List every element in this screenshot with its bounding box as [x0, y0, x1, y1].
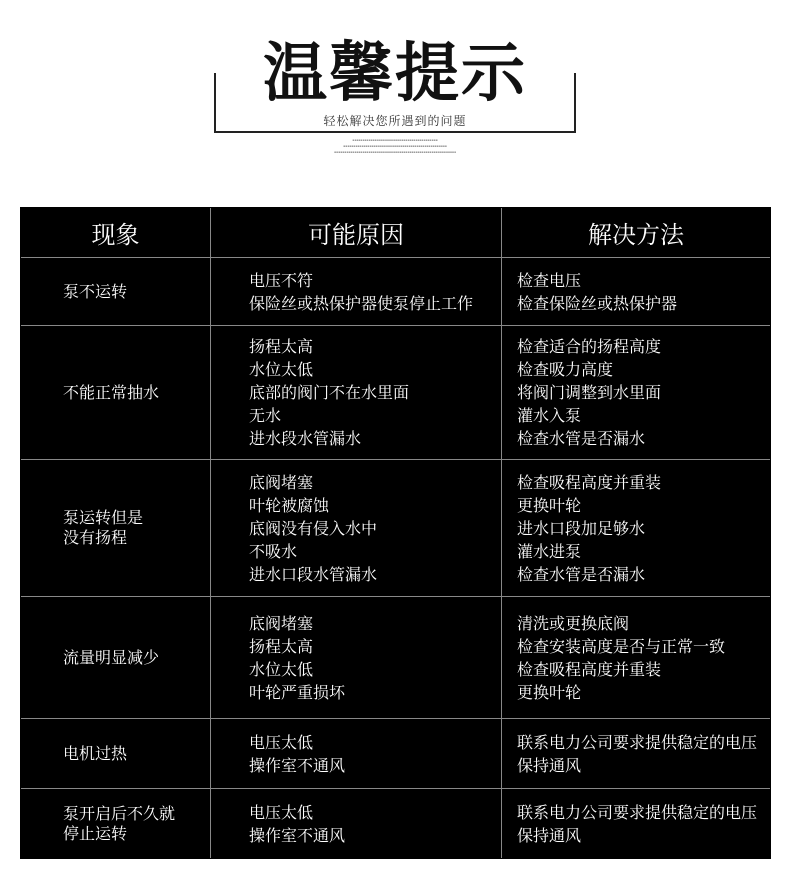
- column-header-symptom: 现象: [21, 208, 211, 257]
- solution-cell: [502, 460, 770, 596]
- cause-line: 电压太低: [249, 802, 314, 822]
- solution-line: 检查吸程高度并重装: [517, 472, 662, 492]
- cause-line: 操作室不通风: [249, 755, 346, 775]
- solution-cell: [502, 326, 770, 459]
- cause-line: 无水: [249, 406, 282, 425]
- cause-line: 底阀堵塞: [249, 472, 314, 492]
- symptom-cell: 泵运转但是 没有扬程: [21, 460, 211, 596]
- symptom-cell: 泵开启后不久就 停止运转: [21, 789, 211, 858]
- solution-cell: [502, 597, 770, 718]
- cause-cell: [211, 597, 502, 718]
- fine-print-decoration: ▪▪▪▪▪▪▪▪▪▪▪▪▪▪▪▪▪▪▪▪▪▪▪▪▪▪▪▪▪▪▪▪▪▪▪▪▪▪▪▪▪▪: [352, 138, 438, 142]
- solution-line: 灌水进泵: [517, 541, 582, 561]
- symptom-cell: 流量明显减少: [21, 597, 211, 718]
- solution-line: 检查适合的扬程高度: [517, 337, 662, 356]
- table-row: [21, 258, 770, 326]
- header: [0, 0, 790, 200]
- table-row: [21, 460, 770, 597]
- solution-line: 检查电压: [517, 270, 582, 290]
- solution-line: 检查保险丝或热保护器: [517, 293, 678, 313]
- solution-line: 更换叶轮: [517, 495, 582, 515]
- solution-line: 联系电力公司要求提供稳定的电压: [517, 802, 758, 822]
- symptom-cell: 电机过热: [21, 719, 211, 788]
- page-title-text: 温馨提示: [251, 36, 539, 111]
- cause-line: 电压太低: [249, 732, 314, 752]
- cause-line: 水位太低: [249, 360, 314, 379]
- column-header-cause: 可能原因: [211, 208, 502, 257]
- cause-cell: [211, 258, 502, 325]
- cause-line: 水位太低: [249, 659, 314, 679]
- cause-line: 保险丝或热保护器使泵停止工作: [249, 293, 474, 313]
- cause-line: 进水段水管漏水: [249, 429, 362, 448]
- symptom-cell: 不能正常抽水: [21, 326, 211, 459]
- fine-print-decoration: ▪▪▪▪▪▪▪▪▪▪▪▪▪▪▪▪▪▪▪▪▪▪▪▪▪▪▪▪▪▪▪▪▪▪▪▪▪▪▪▪▪▪▪▪▪▪▪▪▪▪▪▪▪▪▪▪▪▪▪▪: [334, 150, 456, 154]
- solution-line: 检查水管是否漏水: [517, 564, 646, 584]
- table-row: [21, 326, 770, 460]
- troubleshooting-table: [20, 207, 771, 859]
- cause-cell: [211, 326, 502, 459]
- solution-line: 联系电力公司要求提供稳定的电压: [517, 732, 758, 752]
- cause-cell: [211, 460, 502, 596]
- solution-cell: [502, 789, 770, 858]
- column-header-solution: 解决方法: [588, 221, 684, 249]
- solution-line: 检查水管是否漏水: [517, 429, 646, 448]
- solution-line: 灌水入泵: [517, 406, 582, 425]
- cause-line: 叶轮严重损坏: [249, 682, 346, 702]
- solution-line: 将阀门调整到水里面: [517, 383, 662, 402]
- cause-cell: [211, 719, 502, 788]
- page-subtitle: 轻松解决您所遇到的问题: [323, 114, 467, 128]
- solution-line: 保持通风: [517, 755, 582, 775]
- page-title: [0, 38, 790, 110]
- table-row: [21, 789, 770, 858]
- cause-line: 扬程太高: [249, 337, 314, 356]
- cause-line: 叶轮被腐蚀: [249, 495, 330, 515]
- solution-cell: [502, 719, 770, 788]
- cause-cell: [211, 789, 502, 858]
- cause-line: 进水口段水管漏水: [249, 564, 378, 584]
- cause-line: 电压不符: [249, 270, 314, 290]
- cause-line: 扬程太高: [249, 636, 314, 656]
- fine-print-decoration: ▪▪▪▪▪▪▪▪▪▪▪▪▪▪▪▪▪▪▪▪▪▪▪▪▪▪▪▪▪▪▪▪▪▪▪▪▪▪▪▪▪▪▪▪▪▪▪▪▪▪▪: [343, 144, 447, 148]
- cause-line: 底阀没有侵入水中: [249, 518, 378, 538]
- solution-line: 进水口段加足够水: [517, 518, 646, 538]
- symptom-cell: 泵不运转: [21, 258, 211, 325]
- solution-line: 保持通风: [517, 825, 582, 845]
- solution-cell: [502, 258, 770, 325]
- table-row: [21, 597, 770, 719]
- table-row: [21, 719, 770, 789]
- cause-line: 底阀堵塞: [249, 613, 314, 633]
- solution-line: 更换叶轮: [517, 682, 582, 702]
- cause-line: 底部的阀门不在水里面: [249, 383, 410, 402]
- solution-line: 检查吸力高度: [517, 360, 614, 379]
- cause-line: 不吸水: [249, 541, 298, 561]
- solution-line: 检查吸程高度并重装: [517, 659, 662, 679]
- table-header-row: [21, 208, 770, 258]
- solution-line: 检查安装高度是否与正常一致: [517, 636, 726, 656]
- cause-line: 操作室不通风: [249, 825, 346, 845]
- solution-line: 清洗或更换底阀: [517, 613, 630, 633]
